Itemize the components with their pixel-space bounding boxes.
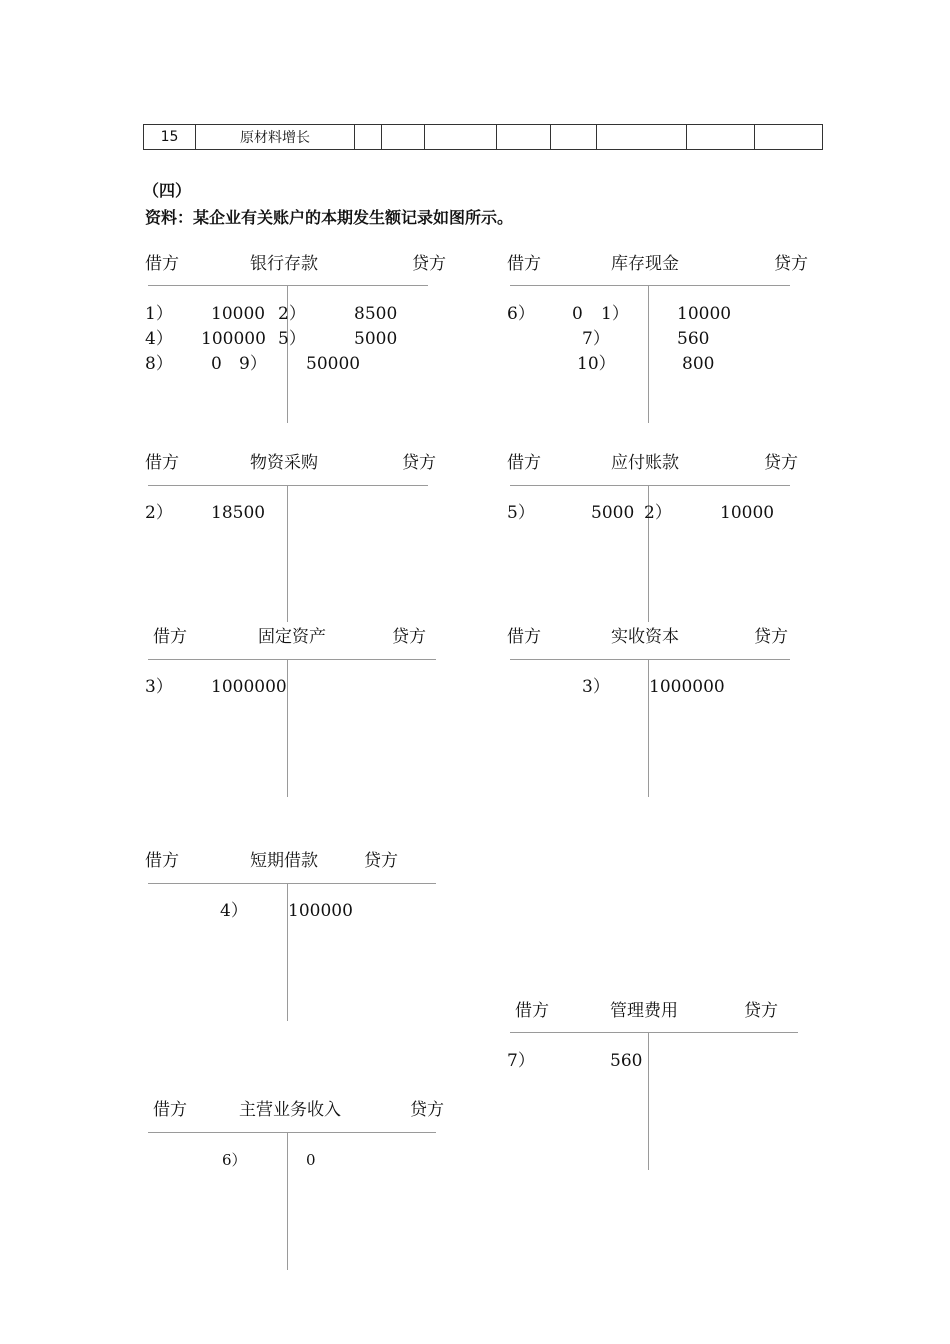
entries-table	[143, 124, 823, 150]
debit-label: 借方	[153, 1100, 187, 1120]
t-account-top-line	[510, 1032, 798, 1033]
entry-amount: 560	[610, 1051, 643, 1071]
debit-label: 借方	[507, 453, 541, 473]
credit-label: 贷方	[412, 254, 446, 274]
t-account-center-line	[648, 1033, 649, 1170]
entry-amount: 100000	[201, 329, 266, 349]
entry-amount: 18500	[211, 503, 266, 523]
table-cell	[382, 125, 425, 150]
table-cell	[425, 125, 497, 150]
entry-ref: 7）	[582, 329, 610, 349]
entry-amount: 10000	[211, 304, 266, 324]
credit-label: 贷方	[364, 851, 398, 871]
debit-label: 借方	[145, 453, 179, 473]
entry-ref: 2）	[644, 503, 672, 523]
table-cell	[687, 125, 755, 150]
entry-ref: 1）	[145, 304, 173, 324]
entry-ref: 2）	[145, 503, 173, 523]
entry-amount: 10000	[677, 304, 732, 324]
entry-ref: 7）	[507, 1051, 535, 1071]
entry-ref: 3）	[582, 677, 610, 697]
entry-ref: 5）	[278, 329, 306, 349]
entry-amount: 800	[682, 354, 715, 374]
t-account-top-line	[148, 883, 436, 884]
account-name: 应付账款	[611, 453, 679, 473]
debit-label: 借方	[507, 627, 541, 647]
entry-ref: 4）	[145, 329, 173, 349]
t-account-top-line	[148, 485, 428, 486]
table-cell	[497, 125, 551, 150]
t-account-top-line	[510, 285, 790, 286]
row-number: 15	[144, 125, 196, 150]
t-account-center-line	[648, 286, 649, 423]
t-account-center-line	[287, 1133, 288, 1270]
entry-amount: 8500	[354, 304, 398, 324]
credit-label: 贷方	[410, 1100, 444, 1120]
t-account-center-line	[287, 486, 288, 622]
t-account-top-line	[148, 285, 428, 286]
credit-label: 贷方	[774, 254, 808, 274]
section-label: （四）	[143, 181, 192, 200]
entry-amount: 0	[211, 354, 222, 374]
table-cell	[551, 125, 597, 150]
credit-label: 贷方	[392, 627, 426, 647]
entry-ref: 5）	[507, 503, 535, 523]
entry-amount: 0	[306, 1151, 316, 1169]
entry-ref: 1）	[601, 304, 629, 324]
account-name: 短期借款	[250, 851, 318, 871]
t-account-top-line	[148, 659, 436, 660]
entry-ref: 10）	[577, 354, 616, 374]
entry-amount: 50000	[306, 354, 361, 374]
t-account-center-line	[287, 660, 288, 797]
entry-amount: 100000	[288, 901, 353, 921]
entry-ref: 8）	[145, 354, 173, 374]
account-name: 实收资本	[611, 627, 679, 647]
t-account-top-line	[510, 659, 790, 660]
account-name: 主营业务收入	[239, 1100, 341, 1120]
account-name: 管理费用	[610, 1001, 678, 1021]
entry-amount: 10000	[720, 503, 775, 523]
debit-label: 借方	[153, 627, 187, 647]
entry-amount: 1000000	[211, 677, 287, 697]
credit-label: 贷方	[402, 453, 436, 473]
account-name: 银行存款	[250, 254, 318, 274]
credit-label: 贷方	[744, 1001, 778, 1021]
table-cell	[355, 125, 382, 150]
entry-amount: 1000000	[649, 677, 725, 697]
entry-amount: 5000	[591, 503, 635, 523]
account-name: 物资采购	[250, 453, 318, 473]
table-cell	[597, 125, 687, 150]
debit-label: 借方	[145, 851, 179, 871]
entry-ref: 3）	[145, 677, 173, 697]
t-account-top-line	[148, 1132, 436, 1133]
entry-ref: 6）	[222, 1151, 247, 1169]
account-name: 固定资产	[258, 627, 326, 647]
row-item: 原材料增长	[196, 125, 355, 150]
credit-label: 贷方	[754, 627, 788, 647]
debit-label: 借方	[515, 1001, 549, 1021]
table-row	[144, 125, 823, 150]
t-account-top-line	[510, 485, 790, 486]
entry-amount: 0	[572, 304, 583, 324]
credit-label: 贷方	[764, 453, 798, 473]
section-intro: 资料：某企业有关账户的本期发生额记录如图所示。	[145, 208, 514, 227]
account-name: 库存现金	[611, 254, 679, 274]
entry-ref: 4）	[220, 901, 248, 921]
debit-label: 借方	[145, 254, 179, 274]
entry-ref: 9）	[239, 354, 267, 374]
debit-label: 借方	[507, 254, 541, 274]
entry-ref: 6）	[507, 304, 535, 324]
entry-ref: 2）	[278, 304, 306, 324]
entry-amount: 5000	[354, 329, 398, 349]
entry-amount: 560	[677, 329, 710, 349]
table-cell	[755, 125, 823, 150]
